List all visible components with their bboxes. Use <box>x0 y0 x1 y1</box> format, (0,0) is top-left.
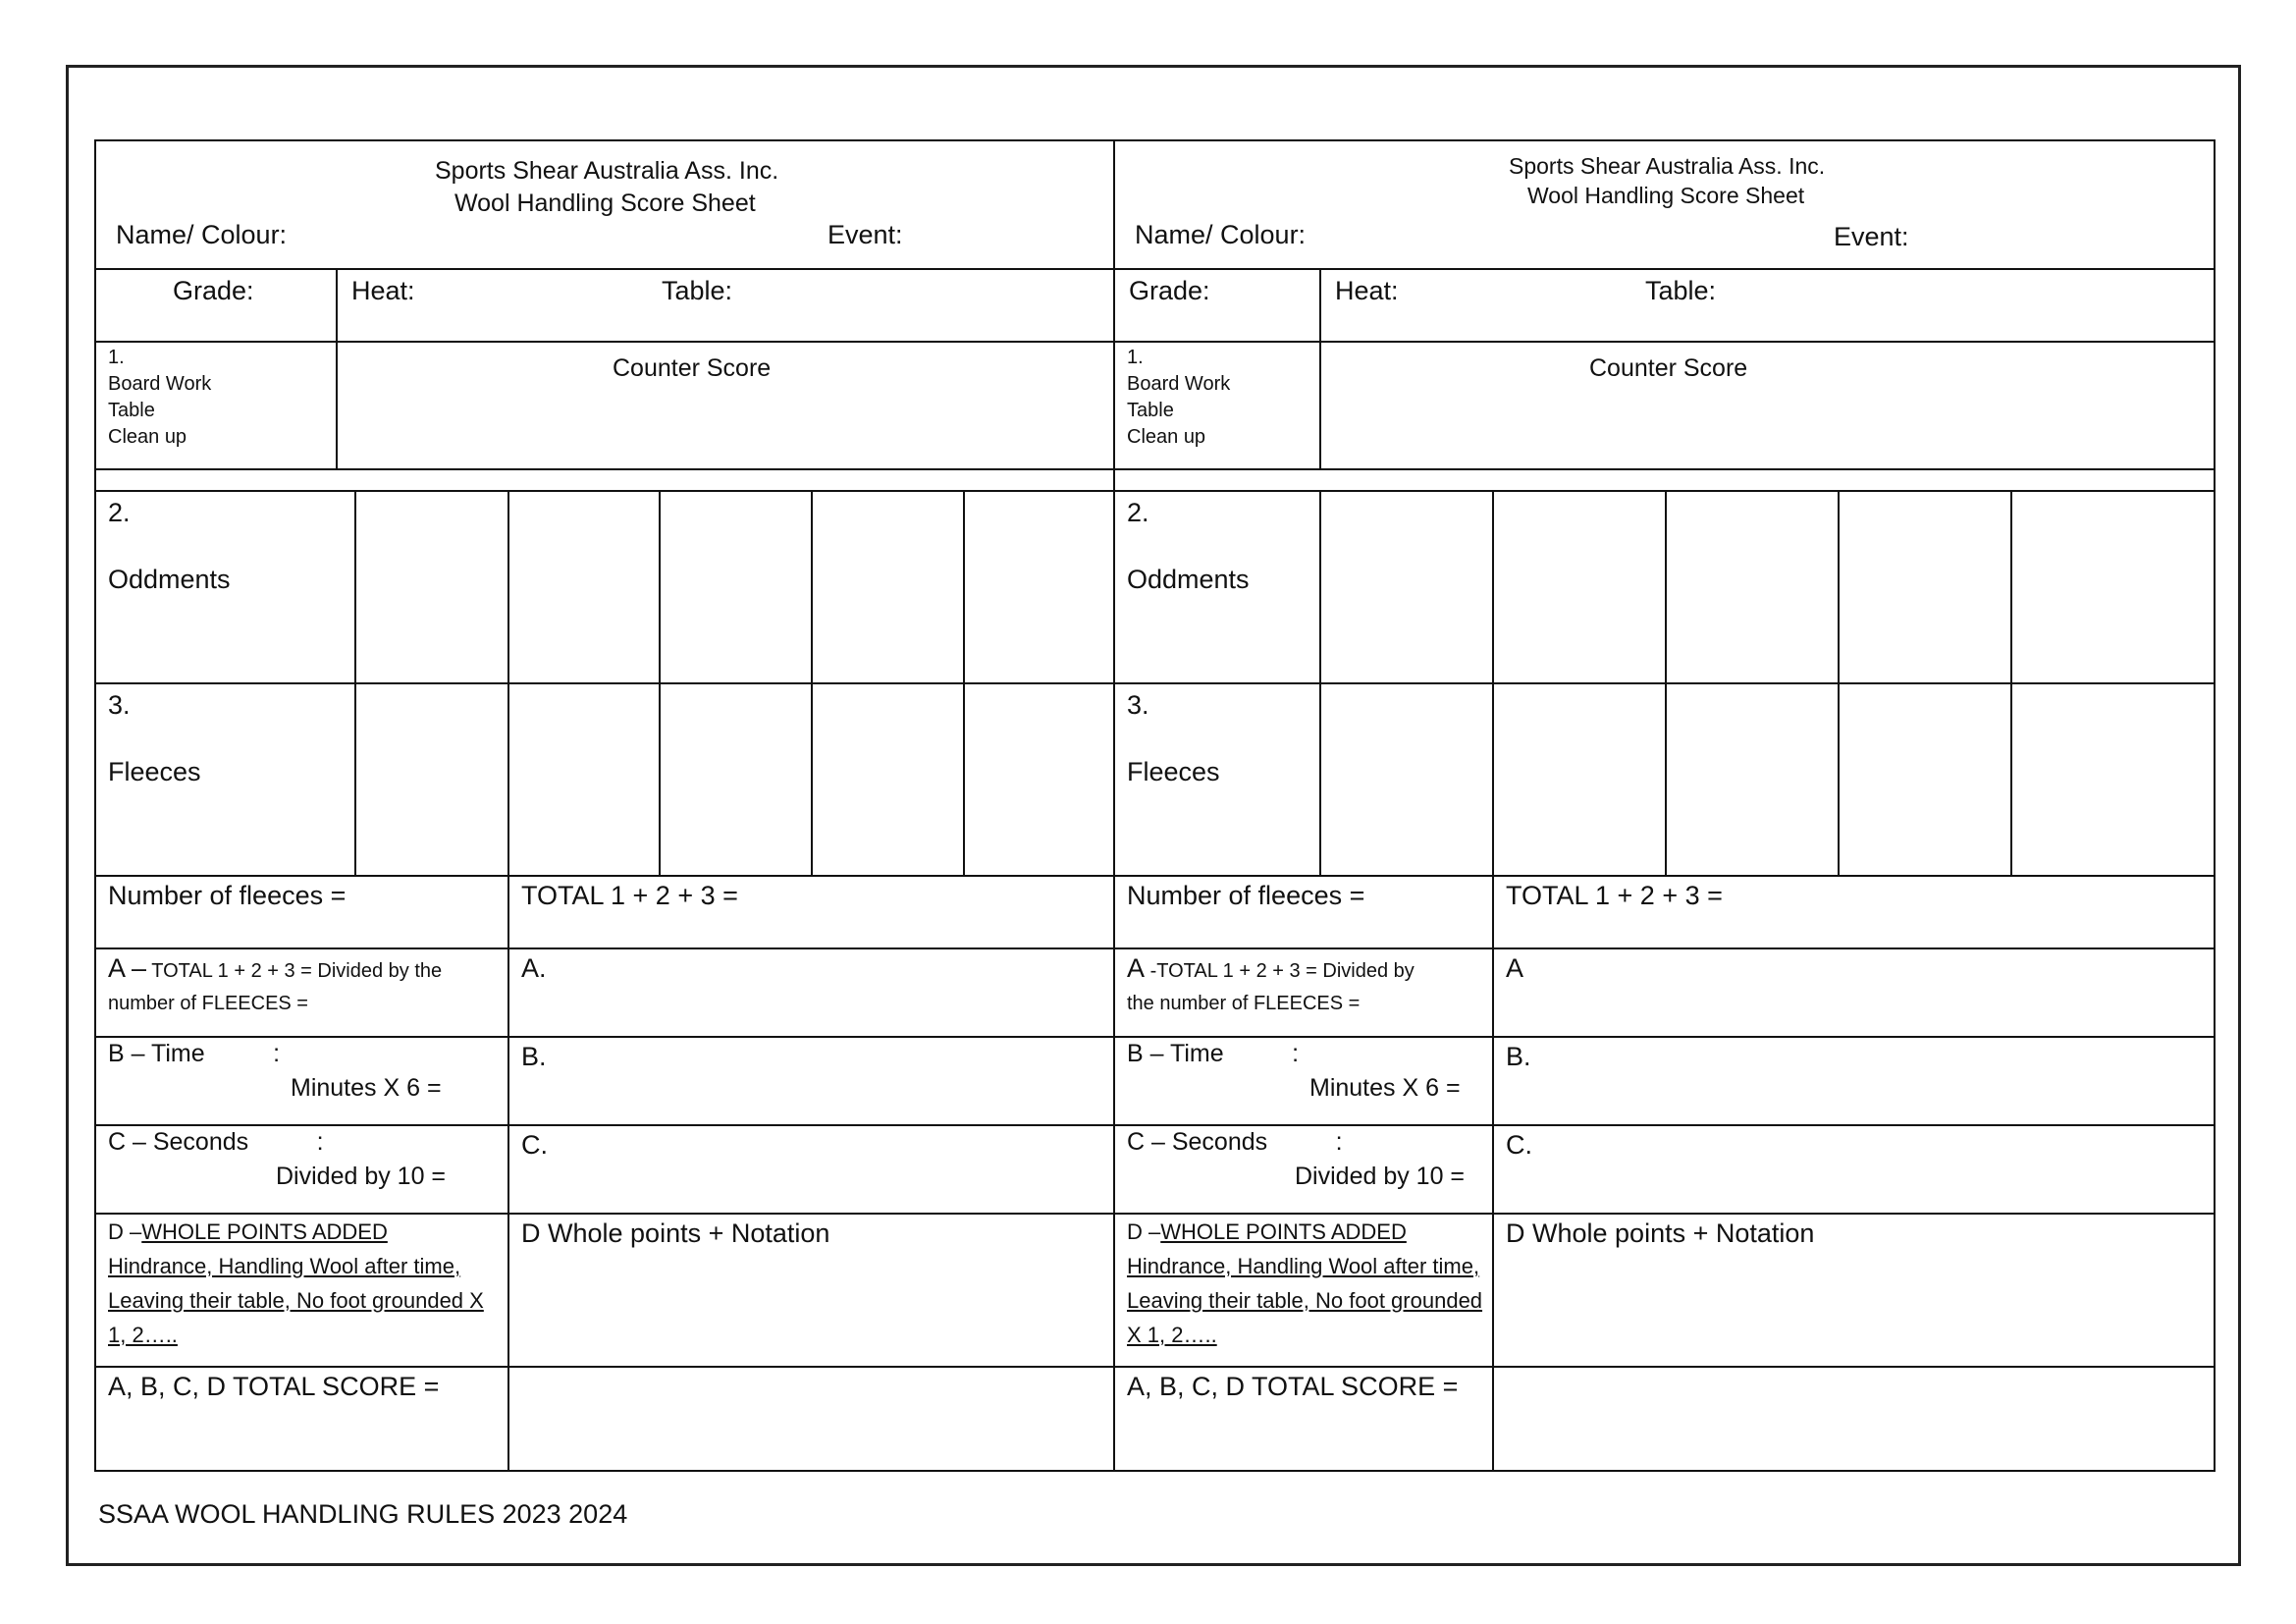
event-label: Event: <box>1834 222 1909 251</box>
a-value-label: A <box>1506 953 1524 983</box>
d-label: D –WHOLE POINTS ADDED Hindrance, Handling Wool after time, Leaving their table, No foot grounded X 1, 2….. <box>108 1219 484 1347</box>
b-label: B – Time : <box>1127 1040 1300 1067</box>
b-label-cell <box>95 1037 508 1125</box>
oddments-box-2[interactable] <box>1493 491 1666 683</box>
fleeces-label-cell <box>1114 683 1320 876</box>
d-label-cell <box>1114 1214 1493 1367</box>
item1-clean-up: Clean up <box>1127 426 1206 448</box>
oddments-box-3[interactable] <box>1666 491 1839 683</box>
a-label-line2: number of FLEECES = <box>108 993 308 1014</box>
heat-label: Heat: <box>1335 276 1399 305</box>
counter-score-label: Counter Score <box>1589 354 1748 382</box>
oddments-label: Oddments <box>108 565 231 594</box>
header-cell <box>1114 140 2215 269</box>
item1-board-work: Board Work <box>1127 373 1231 395</box>
b-value-cell[interactable] <box>1493 1037 2215 1125</box>
number-of-fleeces-label: Number of fleeces = <box>1127 881 1365 910</box>
b-value-label: B. <box>1506 1042 1531 1071</box>
fleeces-box-1[interactable] <box>1320 683 1493 876</box>
oddments-box-3[interactable] <box>660 491 812 683</box>
c-value-cell[interactable] <box>508 1125 1114 1214</box>
name-colour-label: Name/ Colour: <box>116 220 288 249</box>
header-cell <box>95 140 1114 269</box>
item1-board-work: Board Work <box>108 373 212 395</box>
grade-cell[interactable] <box>1114 269 1320 342</box>
counter-score-cell[interactable] <box>1320 342 2215 469</box>
oddments-label-cell <box>1114 491 1320 683</box>
heat-table-cell[interactable] <box>1320 269 2215 342</box>
b-label-line2: Minutes X 6 = <box>1309 1074 1461 1102</box>
oddments-number: 2. <box>108 498 131 527</box>
fleeces-box-1[interactable] <box>355 683 508 876</box>
oddments-box-1[interactable] <box>1320 491 1493 683</box>
fleeces-box-3[interactable] <box>1666 683 1839 876</box>
fleeces-label: Fleeces <box>108 757 201 786</box>
fleeces-number: 3. <box>1127 690 1149 720</box>
item1-number: 1. <box>1127 347 1144 368</box>
a-value-cell[interactable] <box>1493 948 2215 1037</box>
fleeces-number: 3. <box>108 690 131 720</box>
c-label-line2: Divided by 10 = <box>1295 1163 1466 1190</box>
fleeces-label-cell <box>95 683 355 876</box>
c-value-label: C. <box>1506 1130 1532 1160</box>
total-score-label: A, B, C, D TOTAL SCORE = <box>108 1372 440 1401</box>
b-label-line2: Minutes X 6 = <box>291 1074 442 1102</box>
a-label: A – TOTAL 1 + 2 + 3 = Divided by the <box>108 953 443 983</box>
d-value-cell[interactable] <box>1493 1214 2215 1367</box>
table-label: Table: <box>662 276 733 305</box>
total123-cell[interactable] <box>1493 876 2215 948</box>
total123-cell[interactable] <box>508 876 1114 948</box>
c-label-cell <box>1114 1125 1493 1214</box>
spacer-row <box>1114 469 2215 491</box>
a-label-line2: the number of FLEECES = <box>1127 993 1361 1014</box>
fleeces-box-2[interactable] <box>508 683 660 876</box>
number-of-fleeces-cell[interactable] <box>95 876 508 948</box>
spacer-row <box>95 469 1114 491</box>
oddments-number: 2. <box>1127 498 1149 527</box>
counter-score-cell[interactable] <box>337 342 1114 469</box>
c-value-label: C. <box>521 1130 548 1160</box>
oddments-box-2[interactable] <box>508 491 660 683</box>
a-label-cell <box>95 948 508 1037</box>
a-value-label: A. <box>521 953 547 983</box>
oddments-box-1[interactable] <box>355 491 508 683</box>
counter-score-label: Counter Score <box>613 354 772 382</box>
b-value-cell[interactable] <box>508 1037 1114 1125</box>
item1-table: Table <box>108 400 155 421</box>
c-label-cell <box>95 1125 508 1214</box>
item1-clean-up: Clean up <box>108 426 187 448</box>
total123-label: TOTAL 1 + 2 + 3 = <box>1506 881 1723 910</box>
oddments-box-5[interactable] <box>2011 491 2215 683</box>
total-score-label: A, B, C, D TOTAL SCORE = <box>1127 1372 1459 1401</box>
sheet-title: Wool Handling Score Sheet <box>1527 183 1805 208</box>
d-label: D –WHOLE POINTS ADDED Hindrance, Handling Wool after time, Leaving their table, No foot grounded X 1, 2….. <box>1127 1219 1483 1347</box>
oddments-label: Oddments <box>1127 565 1250 594</box>
org-name: Sports Shear Australia Ass. Inc. <box>435 157 779 185</box>
footer-text: SSAA WOOL HANDLING RULES 2023 2024 <box>98 1499 628 1529</box>
grade-label: Grade: <box>1129 276 1210 305</box>
org-name: Sports Shear Australia Ass. Inc. <box>1509 153 1826 179</box>
fleeces-box-3[interactable] <box>660 683 812 876</box>
c-label: C – Seconds : <box>1127 1128 1343 1156</box>
left-score-sheet <box>94 139 1115 1472</box>
number-of-fleeces-label: Number of fleeces = <box>108 881 347 910</box>
oddments-box-4[interactable] <box>812 491 964 683</box>
oddments-label-cell <box>95 491 355 683</box>
c-label: C – Seconds : <box>108 1128 324 1156</box>
a-label: A -TOTAL 1 + 2 + 3 = Divided by <box>1127 953 1415 983</box>
fleeces-box-2[interactable] <box>1493 683 1666 876</box>
table-label: Table: <box>1645 276 1717 305</box>
fleeces-box-5[interactable] <box>964 683 1114 876</box>
right-score-sheet <box>1113 139 2216 1472</box>
sheet-title: Wool Handling Score Sheet <box>454 189 756 217</box>
fleeces-box-5[interactable] <box>2011 683 2215 876</box>
a-label-cell <box>1114 948 1493 1037</box>
grade-label: Grade: <box>173 276 254 305</box>
heat-table-cell[interactable] <box>337 269 1114 342</box>
item1-cell <box>95 342 337 469</box>
name-colour-label: Name/ Colour: <box>1135 220 1307 249</box>
a-value-cell[interactable] <box>508 948 1114 1037</box>
total-score-value-cell[interactable] <box>508 1367 1114 1471</box>
b-label-cell <box>1114 1037 1493 1125</box>
b-value-label: B. <box>521 1042 547 1071</box>
total-score-label-cell <box>1114 1367 1493 1471</box>
c-label-line2: Divided by 10 = <box>276 1163 447 1190</box>
item1-cell <box>1114 342 1320 469</box>
item1-table: Table <box>1127 400 1174 421</box>
d-value-cell[interactable] <box>508 1214 1114 1367</box>
total-score-label-cell <box>95 1367 508 1471</box>
total123-label: TOTAL 1 + 2 + 3 = <box>521 881 738 910</box>
fleeces-label: Fleeces <box>1127 757 1220 786</box>
fleeces-box-4[interactable] <box>812 683 964 876</box>
d-label-cell <box>95 1214 508 1367</box>
oddments-box-5[interactable] <box>964 491 1114 683</box>
b-label: B – Time : <box>108 1040 281 1067</box>
number-of-fleeces-cell[interactable] <box>1114 876 1493 948</box>
item1-number: 1. <box>108 347 125 368</box>
d-value-label: D Whole points + Notation <box>521 1218 830 1248</box>
event-label: Event: <box>828 220 903 249</box>
total-score-value-cell[interactable] <box>1493 1367 2215 1471</box>
heat-label: Heat: <box>351 276 415 305</box>
d-value-label: D Whole points + Notation <box>1506 1218 1815 1248</box>
oddments-box-4[interactable] <box>1839 491 2011 683</box>
grade-cell[interactable] <box>95 269 337 342</box>
fleeces-box-4[interactable] <box>1839 683 2011 876</box>
c-value-cell[interactable] <box>1493 1125 2215 1214</box>
